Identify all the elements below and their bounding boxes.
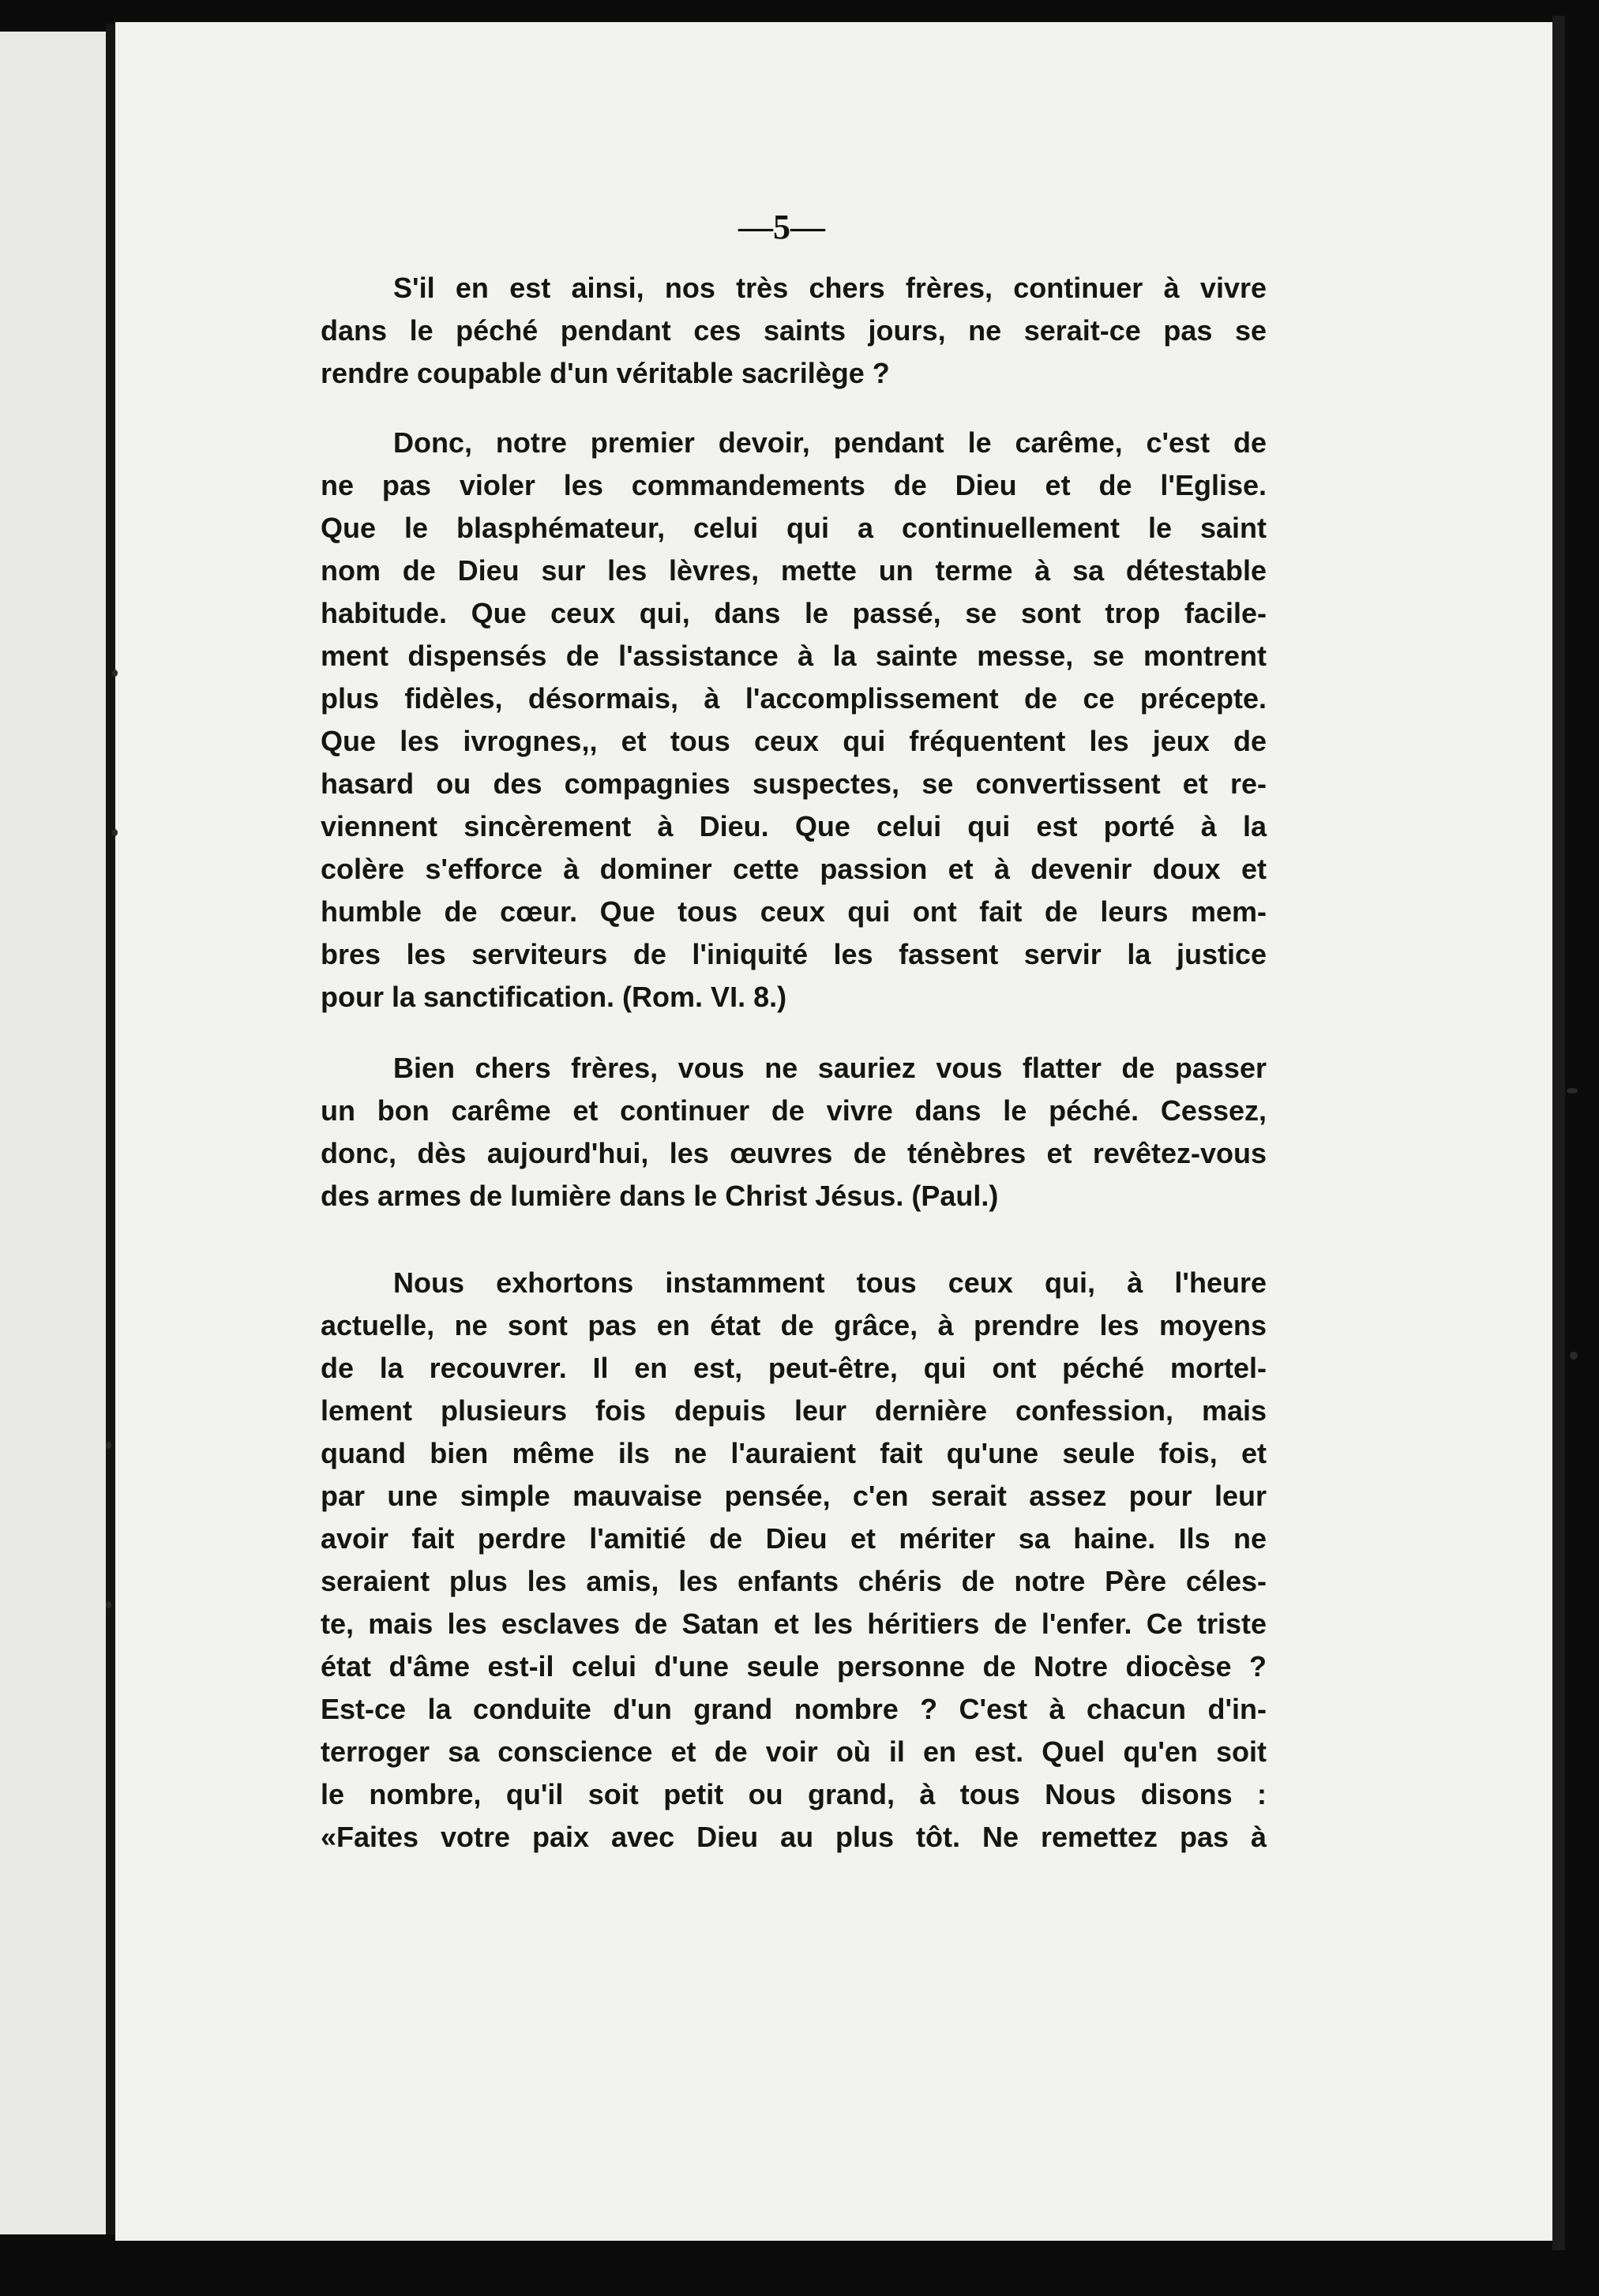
text-line: Bien chers frères, vous ne sauriez vous flatter de passer (393, 1052, 1267, 1084)
scan-speck (1567, 1088, 1578, 1094)
text-line: Que le blasphémateur, celui qui a continuellement le saint (321, 512, 1267, 544)
book-gutter (106, 24, 115, 2234)
text-line: «Faites votre paix avec Dieu au plus tôt. Ne remettez pas à (321, 1821, 1267, 1853)
text-line: plus fidèles, désormais, à l'accomplissement de ce précepte. (321, 682, 1267, 715)
page-right-edge (1552, 16, 1565, 2250)
text-line: un bon carême et continuer de vivre dans le péché. Cessez, (321, 1094, 1267, 1127)
text-line: des armes de lumière dans le Christ Jésus. (Paul.) (321, 1180, 999, 1212)
paragraph-2 (321, 422, 1267, 1019)
text-line: Donc, notre premier devoir, pendant le carême, c'est de (393, 426, 1267, 459)
scan-speck (106, 1442, 111, 1449)
text-line: nom de Dieu sur les lèvres, mette un terme à sa détestable (321, 554, 1267, 587)
scan-speck (106, 1601, 111, 1608)
text-line: seraient plus les amis, les enfants chéris de notre Père céles- (321, 1565, 1267, 1597)
text-line: terroger sa conscience et de voir où il en est. Quel qu'en soit (321, 1735, 1267, 1768)
text-line: colère s'efforce à dominer cette passion et à devenir doux et (321, 853, 1267, 885)
scan-speck (1570, 1352, 1578, 1360)
text-line: ne pas violer les commandements de Dieu et de l'Eglise. (321, 469, 1267, 501)
paragraph-1 (321, 267, 1267, 395)
text-line: actuelle, ne sont pas en état de grâce, à prendre les moyens (321, 1309, 1267, 1341)
scan-speck (112, 670, 118, 677)
paragraph-3 (321, 1047, 1267, 1217)
text-line: par une simple mauvaise pensée, c'en serait assez pour leur (321, 1480, 1267, 1512)
text-line: quand bien même ils ne l'auraient fait qu'une seule fois, et (321, 1437, 1267, 1469)
text-line: humble de cœur. Que tous ceux qui ont fait de leurs mem- (321, 895, 1267, 928)
text-line: rendre coupable d'un véritable sacrilège ? (321, 357, 890, 389)
text-line: Nous exhortons instamment tous ceux qui, à l'heure (393, 1266, 1267, 1299)
text-line: S'il en est ainsi, nos très chers frères, continuer à vivre (393, 272, 1267, 304)
text-line: Est-ce la conduite d'un grand nombre ? C'est à chacun d'in- (321, 1693, 1267, 1725)
text-line: le nombre, qu'il soit petit ou grand, à tous Nous disons : (321, 1778, 1267, 1810)
page-number: —5— (738, 208, 825, 246)
text-line: pour la sanctification. (Rom. VI. 8.) (321, 981, 787, 1013)
text-line: de la recouvrer. Il en est, peut-être, qui ont péché mortel- (321, 1352, 1267, 1384)
text-line: te, mais les esclaves de Satan et les héritiers de l'enfer. Ce triste (321, 1608, 1267, 1640)
text-line: viennent sincèrement à Dieu. Que celui qui est porté à la (321, 810, 1267, 842)
text-line: avoir fait perdre l'amitié de Dieu et mériter sa haine. Ils ne (321, 1522, 1267, 1555)
text-line: dans le péché pendant ces saints jours, ne serait-ce pas se (321, 314, 1267, 347)
text-line: état d'âme est-il celui d'une seule personne de Notre diocèse ? (321, 1650, 1267, 1683)
text-line: bres les serviteurs de l'iniquité les fassent servir la justice (321, 938, 1267, 970)
text-line: lement plusieurs fois depuis leur dernière confession, mais (321, 1394, 1267, 1427)
body-text (321, 267, 1267, 1859)
previous-page-edge (0, 32, 111, 2234)
text-line: Que les ivrognes,, et tous ceux qui fréquentent les jeux de (321, 725, 1267, 757)
text-line: habitude. Que ceux qui, dans le passé, se sont trop facile- (321, 597, 1267, 629)
scan-speck (112, 829, 118, 836)
text-line: ment dispensés de l'assistance à la sainte messe, se montrent (321, 640, 1267, 672)
paragraph-4 (321, 1262, 1267, 1859)
text-line: hasard ou des compagnies suspectes, se convertissent et re- (321, 767, 1267, 800)
text-line: donc, dès aujourd'hui, les œuvres de ténèbres et revêtez-vous (321, 1137, 1267, 1169)
